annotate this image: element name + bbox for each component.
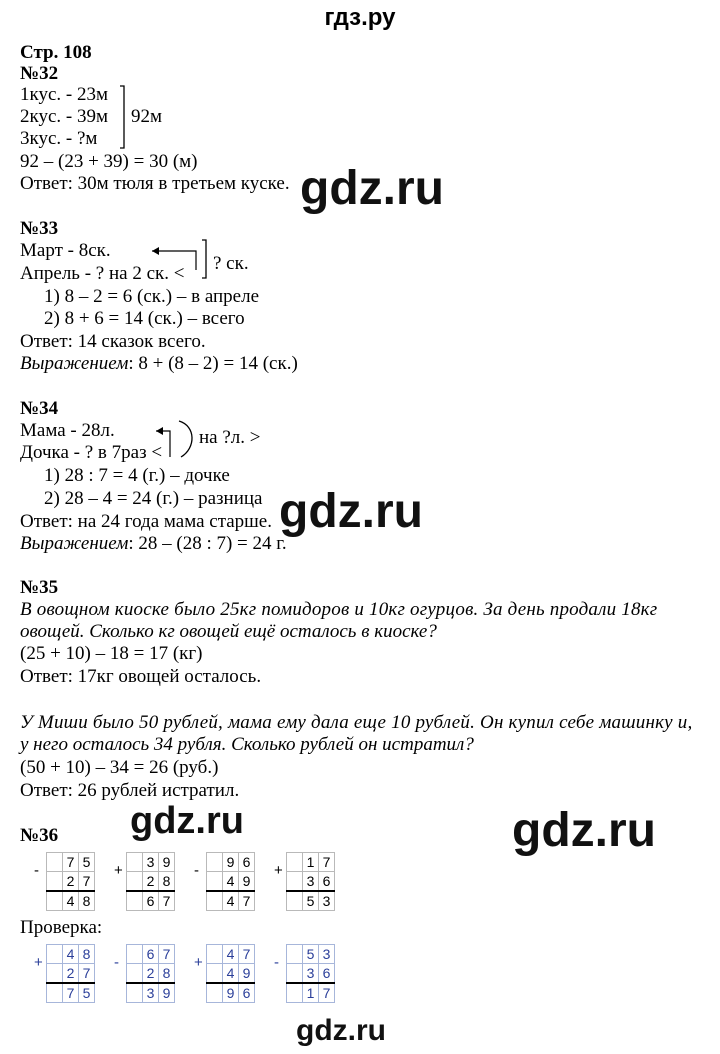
grid-digit: 2: [143, 872, 159, 892]
grid-digit: 4: [223, 872, 239, 892]
grid-digit: 4: [223, 891, 239, 911]
grid-digit: 4: [223, 964, 239, 984]
grid-digit: 8: [159, 872, 175, 892]
p32-brace-icon: [120, 86, 124, 148]
watermark-gdz-1: gdz.ru: [300, 162, 444, 215]
p34-step-1: 1) 28 : 7 = 4 (г.) – дочке: [44, 465, 230, 486]
grid-digit: 5: [303, 891, 319, 911]
grid-digit: 6: [239, 983, 255, 1003]
grid-digit: 6: [143, 891, 159, 911]
p34-expression-value: : 28 – (28 : 7) = 24 г.: [128, 533, 287, 554]
p33-brace-icon: [202, 240, 206, 278]
grid-digit: 7: [239, 891, 255, 911]
operation-sign: +: [274, 862, 283, 879]
p32-line-3: 3кус. - ?м: [20, 128, 98, 149]
grid-digit: 7: [159, 945, 175, 964]
p33-line-1: Март - 8ск.: [20, 240, 111, 261]
operation-sign: -: [34, 862, 39, 879]
grid-digit: 3: [143, 983, 159, 1003]
p34-step-2: 2) 28 – 4 = 24 (г.) – разница: [44, 488, 263, 509]
grid-digit: 5: [79, 853, 95, 872]
grid-digit: 7: [79, 872, 95, 892]
grid-digit: 3: [143, 853, 159, 872]
grid-digit: 9: [159, 853, 175, 872]
operation-sign: +: [114, 862, 123, 879]
grid-digit: 8: [79, 945, 95, 964]
watermark-gdz-2: gdz.ru: [279, 485, 423, 538]
problem-32-number: №32: [20, 63, 59, 84]
p35-calc-2: (50 + 10) – 34 = 26 (руб.): [20, 757, 219, 778]
problem-35-number: №35: [20, 577, 59, 598]
p34-brace-label: на ?л. >: [199, 427, 261, 448]
p33-answer: Ответ: 14 сказок всего.: [20, 331, 206, 352]
p35-task-1-line-2: овощей. Сколько кг овощей ещё осталось в киоске?: [20, 621, 437, 642]
p35-answer-1: Ответ: 17кг овощей осталось.: [20, 666, 262, 687]
site-header[interactable]: гдз.ру: [324, 4, 396, 31]
p34-line-2: Дочка - ? в 7раз <: [20, 442, 163, 463]
p33-expression-label: Выражением: [20, 353, 129, 374]
grid-digit: 6: [319, 872, 335, 892]
p33-brace-label: ? ск.: [213, 253, 249, 274]
operation-sign: -: [114, 954, 119, 971]
grid-digit: 7: [319, 983, 335, 1003]
p35-task-1-line-1: В овощном киоске было 25кг помидоров и 10кг огурцов. За день продали 18кг: [20, 599, 658, 620]
grid-digit: 3: [303, 872, 319, 892]
p35-calc-1: (25 + 10) – 18 = 17 (кг): [20, 643, 203, 664]
operation-sign: -: [274, 954, 279, 971]
grid-digit: 7: [319, 853, 335, 872]
grid-digit: 9: [223, 983, 239, 1003]
operation-sign: +: [194, 954, 203, 971]
p36-check-label: Проверка:: [20, 917, 103, 938]
p32-line-1: 1кус. - 23м: [20, 84, 108, 105]
grid-digit: 1: [303, 983, 319, 1003]
grid-digit: 8: [159, 964, 175, 984]
grid-digit: 7: [63, 853, 79, 872]
grid-digit: 6: [143, 945, 159, 964]
watermark-gdz-3: gdz.ru: [130, 800, 244, 842]
problem-33-number: №33: [20, 218, 59, 239]
p33-step-1: 1) 8 – 2 = 6 (ск.) – в апреле: [44, 286, 260, 307]
grid-digit: 3: [303, 964, 319, 984]
operation-sign: +: [34, 954, 43, 971]
grid-digit: 5: [303, 945, 319, 964]
p33-expression-value: : 8 + (8 – 2) = 14 (ск.): [128, 353, 298, 374]
watermark-gdz-5: gdz.ru: [296, 1014, 386, 1047]
grid-digit: 7: [159, 891, 175, 911]
grid-digit: 6: [319, 964, 335, 984]
problem-34-number: №34: [20, 398, 59, 419]
grid-digit: 9: [239, 964, 255, 984]
p33-line-2: Апрель - ? на 2 ск. <: [20, 263, 185, 284]
p35-answer-2: Ответ: 26 рублей истратил.: [20, 780, 240, 801]
grid-digit: 1: [303, 853, 319, 872]
grid-digit: 9: [239, 872, 255, 892]
grid-digit: 9: [159, 983, 175, 1003]
operation-sign: -: [194, 862, 199, 879]
watermark-gdz-4: gdz.ru: [512, 804, 656, 857]
p35-task-2-line-2: у него осталось 34 рубля. Сколько рублей он истратил?: [20, 734, 474, 755]
grid-digit: 3: [319, 891, 335, 911]
page-number: Стр. 108: [20, 42, 92, 63]
p34-line-1: Мама - 28л.: [20, 420, 115, 441]
grid-digit: 4: [63, 945, 79, 964]
p32-calculation: 92 – (23 + 39) = 30 (м): [20, 151, 198, 172]
p32-brace-label: 92м: [131, 106, 163, 127]
grid-digit: 2: [63, 872, 79, 892]
grid-digit: 4: [223, 945, 239, 964]
p34-expression-label: Выражением: [20, 533, 129, 554]
p35-task-2-line-1: У Миши было 50 рублей, мама ему дала еще 10 рублей. Он купил себе машинку и,: [20, 712, 693, 733]
grid-digit: 6: [239, 853, 255, 872]
grid-digit: 2: [143, 964, 159, 984]
grid-digit: 9: [223, 853, 239, 872]
grid-digit: 5: [79, 983, 95, 1003]
grid-digit: 8: [79, 891, 95, 911]
grid-digit: 4: [63, 891, 79, 911]
grid-digit: 2: [63, 964, 79, 984]
p32-line-2: 2кус. - 39м: [20, 106, 108, 127]
grid-digit: 7: [239, 945, 255, 964]
grid-digit: 7: [79, 964, 95, 984]
grid-digit: 3: [319, 945, 335, 964]
p34-answer: Ответ: на 24 года мама старше.: [20, 511, 272, 532]
problem-36-number: №36: [20, 825, 59, 846]
grid-digit: 7: [63, 983, 79, 1003]
p34-brace-icon: [179, 421, 192, 457]
p33-step-2: 2) 8 + 6 = 14 (ск.) – всего: [44, 308, 245, 329]
p32-answer: Ответ: 30м тюля в третьем куске.: [20, 173, 290, 194]
